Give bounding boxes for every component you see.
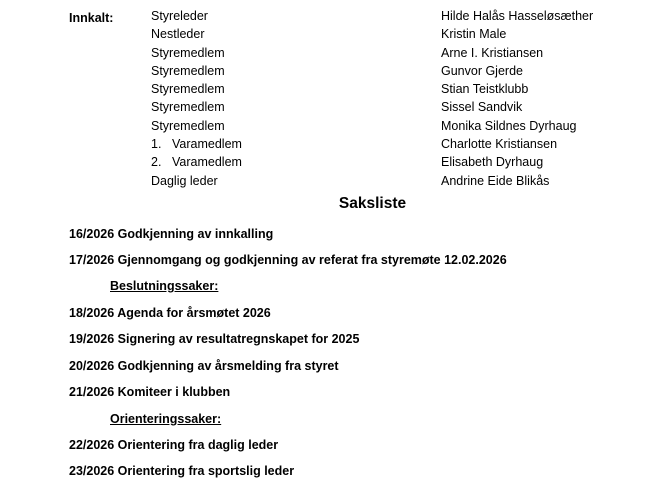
agenda-case: 20/2026 Godkjenning av årsmelding fra styret	[69, 359, 339, 373]
member-row	[0, 98, 657, 116]
member-role: 1. Varamedlem	[151, 135, 242, 153]
member-row	[0, 135, 657, 153]
agenda-case: 16/2026 Godkjenning av innkalling	[69, 227, 274, 241]
agenda-case: 18/2026 Agenda for årsmøtet 2026	[69, 306, 271, 320]
agenda-case: 21/2026 Komiteer i klubben	[69, 385, 231, 399]
member-name: Elisabeth Dyrhaug	[441, 155, 544, 170]
member-row	[0, 117, 657, 135]
member-row	[0, 44, 657, 62]
member-role: Styremedlem	[151, 82, 225, 97]
member-role: Nestleder	[151, 27, 205, 42]
information-items-heading: Orienteringssaker:	[110, 412, 222, 426]
member-role: Styremedlem	[151, 118, 225, 133]
agenda-case: 22/2026 Orientering fra daglig leder	[69, 438, 279, 452]
member-row	[0, 153, 657, 171]
member-name: Andrine Eide Blikås	[441, 173, 550, 188]
member-role: Daglig leder	[151, 173, 218, 188]
invited-label: Innkalt:	[69, 11, 114, 25]
member-row	[0, 80, 657, 98]
member-row	[0, 7, 657, 25]
member-role: Styremedlem	[151, 100, 225, 115]
member-name: Stian Teistklubb	[441, 82, 529, 97]
agenda-case: 19/2026 Signering av resultatregnskapet for 2025	[69, 332, 360, 346]
agenda-case: 17/2026 Gjennomgang og godkjenning av referat fra styremøte 12.02.2026	[69, 253, 507, 267]
member-role: Styremedlem	[151, 63, 225, 78]
member-row	[0, 172, 657, 190]
member-name: Charlotte Kristiansen	[441, 137, 558, 152]
member-role: Styremedlem	[151, 45, 225, 60]
member-role: Styreleder	[151, 9, 208, 23]
invited-members-list	[0, 7, 657, 190]
member-name: Sissel Sandvik	[441, 100, 523, 115]
member-row	[0, 62, 657, 80]
member-name: Arne I. Kristiansen	[441, 45, 544, 60]
member-name: Kristin Male	[441, 27, 507, 42]
member-role: 2. Varamedlem	[151, 153, 242, 171]
agenda-title: Saksliste	[338, 195, 407, 212]
member-number: 1.	[151, 137, 162, 152]
member-name: Monika Sildnes Dyrhaug	[441, 118, 577, 133]
member-name: Gunvor Gjerde	[441, 63, 523, 78]
decision-items-heading: Beslutningssaker:	[110, 279, 219, 293]
member-name: Hilde Halås Hasseløsæther	[441, 9, 594, 23]
agenda-case: 23/2026 Orientering fra sportslig leder	[69, 464, 295, 478]
member-number: 2.	[151, 155, 162, 170]
member-row	[0, 25, 657, 43]
